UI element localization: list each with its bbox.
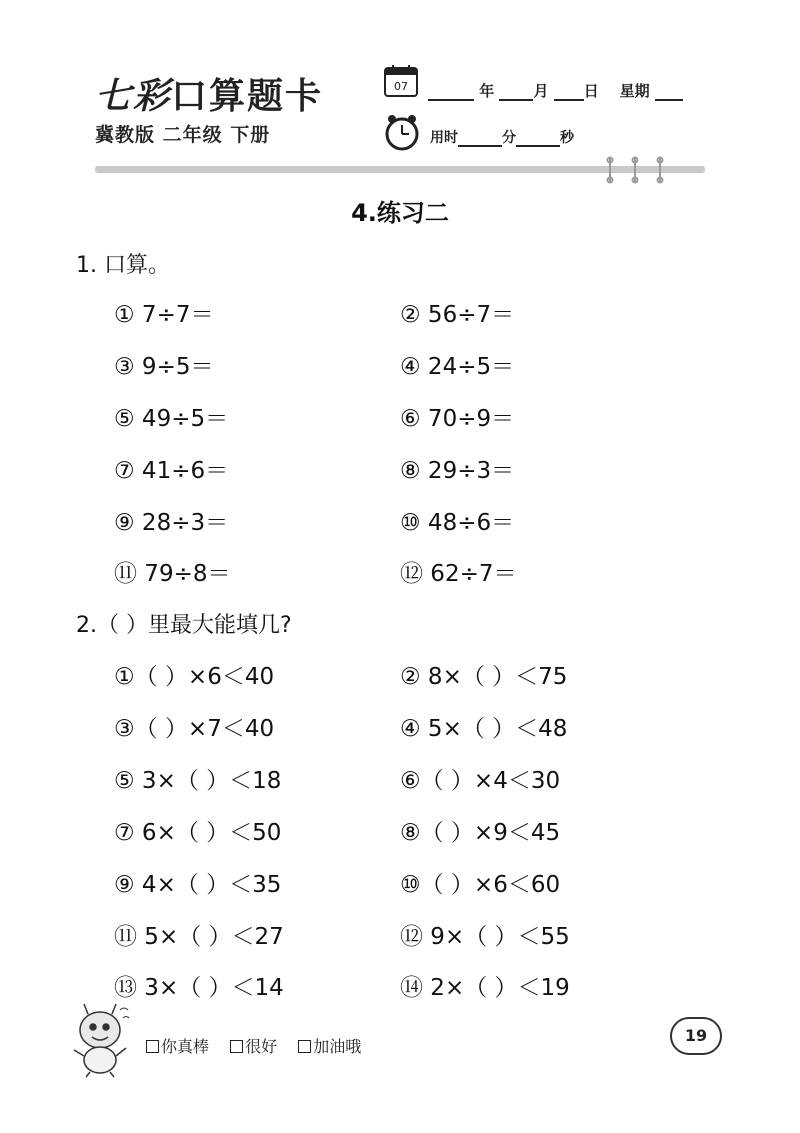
s2-item-5: ⑤ 3×（ ）＜18 <box>114 768 282 794</box>
rating-keep-going[interactable] <box>298 1037 361 1056</box>
year-blank[interactable] <box>428 85 474 101</box>
s1-item-5: ⑤ 49÷5＝ <box>114 406 229 432</box>
month-blank[interactable] <box>499 85 533 101</box>
date-fill-line <box>428 80 683 101</box>
edition-label: 冀教版 二年级 下册 <box>95 124 271 146</box>
s1-item-10: ⑩ 48÷6＝ <box>400 510 515 536</box>
s2-item-9: ⑨ 4×（ ）＜35 <box>114 872 282 898</box>
brand-fancy: 七彩 <box>95 75 172 117</box>
s1-item-4: ④ 24÷5＝ <box>400 354 515 380</box>
time-fill-line <box>430 127 574 147</box>
s1-item-11: ⑪ 79÷8＝ <box>114 561 231 587</box>
s1-item-9: ⑨ 28÷3＝ <box>114 510 229 536</box>
checkbox-icon <box>298 1040 311 1053</box>
weekday-blank[interactable] <box>655 85 683 101</box>
s1-item-1: ① 7÷7＝ <box>114 302 214 328</box>
brand-name: 口算题卡 <box>171 75 324 117</box>
s2-item-10: ⑩（ ）×6＜60 <box>400 872 561 898</box>
weekday-label: 星期 <box>619 82 650 100</box>
s1-item-12: ⑫ 62÷7＝ <box>400 561 517 587</box>
lesson-title: 4.练习二 <box>351 199 449 227</box>
binder-rings-icon <box>603 156 673 184</box>
checkbox-icon <box>230 1040 243 1053</box>
rating-good[interactable] <box>230 1037 277 1056</box>
s1-item-7: ⑦ 41÷6＝ <box>114 458 229 484</box>
rating-great-label: 你真棒 <box>161 1037 210 1056</box>
s2-item-13: ⑬ 3×（ ）＜14 <box>114 975 284 1001</box>
s1-item-6: ⑥ 70÷9＝ <box>400 406 515 432</box>
s1-item-3: ③ 9÷5＝ <box>114 354 214 380</box>
s1-item-8: ⑧ 29÷3＝ <box>400 458 515 484</box>
checkbox-icon <box>146 1040 159 1053</box>
mascot-icon <box>68 1000 134 1078</box>
s2-item-6: ⑥（ ）×4＜30 <box>400 768 561 794</box>
s2-item-12: ⑫ 9×（ ）＜55 <box>400 924 570 950</box>
s2-item-11: ⑪ 5×（ ）＜27 <box>114 924 284 950</box>
day-blank[interactable] <box>554 85 584 101</box>
s2-item-1: ①（ ）×6＜40 <box>114 664 275 690</box>
self-rating-row <box>146 1034 377 1057</box>
second-label: 秒 <box>560 130 574 146</box>
calendar-day: 07 <box>394 80 408 93</box>
calendar-icon <box>383 64 419 98</box>
day-label: 日 <box>583 82 599 100</box>
year-label: 年 <box>479 82 495 100</box>
s2-item-3: ③（ ）×7＜40 <box>114 716 275 742</box>
section-1-heading: 1. 口算。 <box>76 253 170 278</box>
second-blank[interactable] <box>516 131 560 147</box>
rating-good-label: 很好 <box>245 1037 278 1056</box>
minute-blank[interactable] <box>458 131 502 147</box>
clock-icon <box>383 113 421 151</box>
rating-keep-going-label: 加油哦 <box>313 1037 362 1056</box>
section-2-heading: 2.（ ）里最大能填几? <box>76 613 292 638</box>
time-label: 用时 <box>430 130 458 146</box>
page-number: 19 <box>670 1017 722 1055</box>
s1-item-2: ② 56÷7＝ <box>400 302 515 328</box>
s2-item-8: ⑧（ ）×9＜45 <box>400 820 561 846</box>
s2-item-7: ⑦ 6×（ ）＜50 <box>114 820 282 846</box>
s2-item-2: ② 8×（ ）＜75 <box>400 664 568 690</box>
brand-title <box>95 68 323 119</box>
s2-item-4: ④ 5×（ ）＜48 <box>400 716 568 742</box>
minute-label: 分 <box>502 130 516 146</box>
rating-great[interactable] <box>146 1037 209 1056</box>
s2-item-14: ⑭ 2×（ ）＜19 <box>400 975 570 1001</box>
month-label: 月 <box>533 82 549 100</box>
